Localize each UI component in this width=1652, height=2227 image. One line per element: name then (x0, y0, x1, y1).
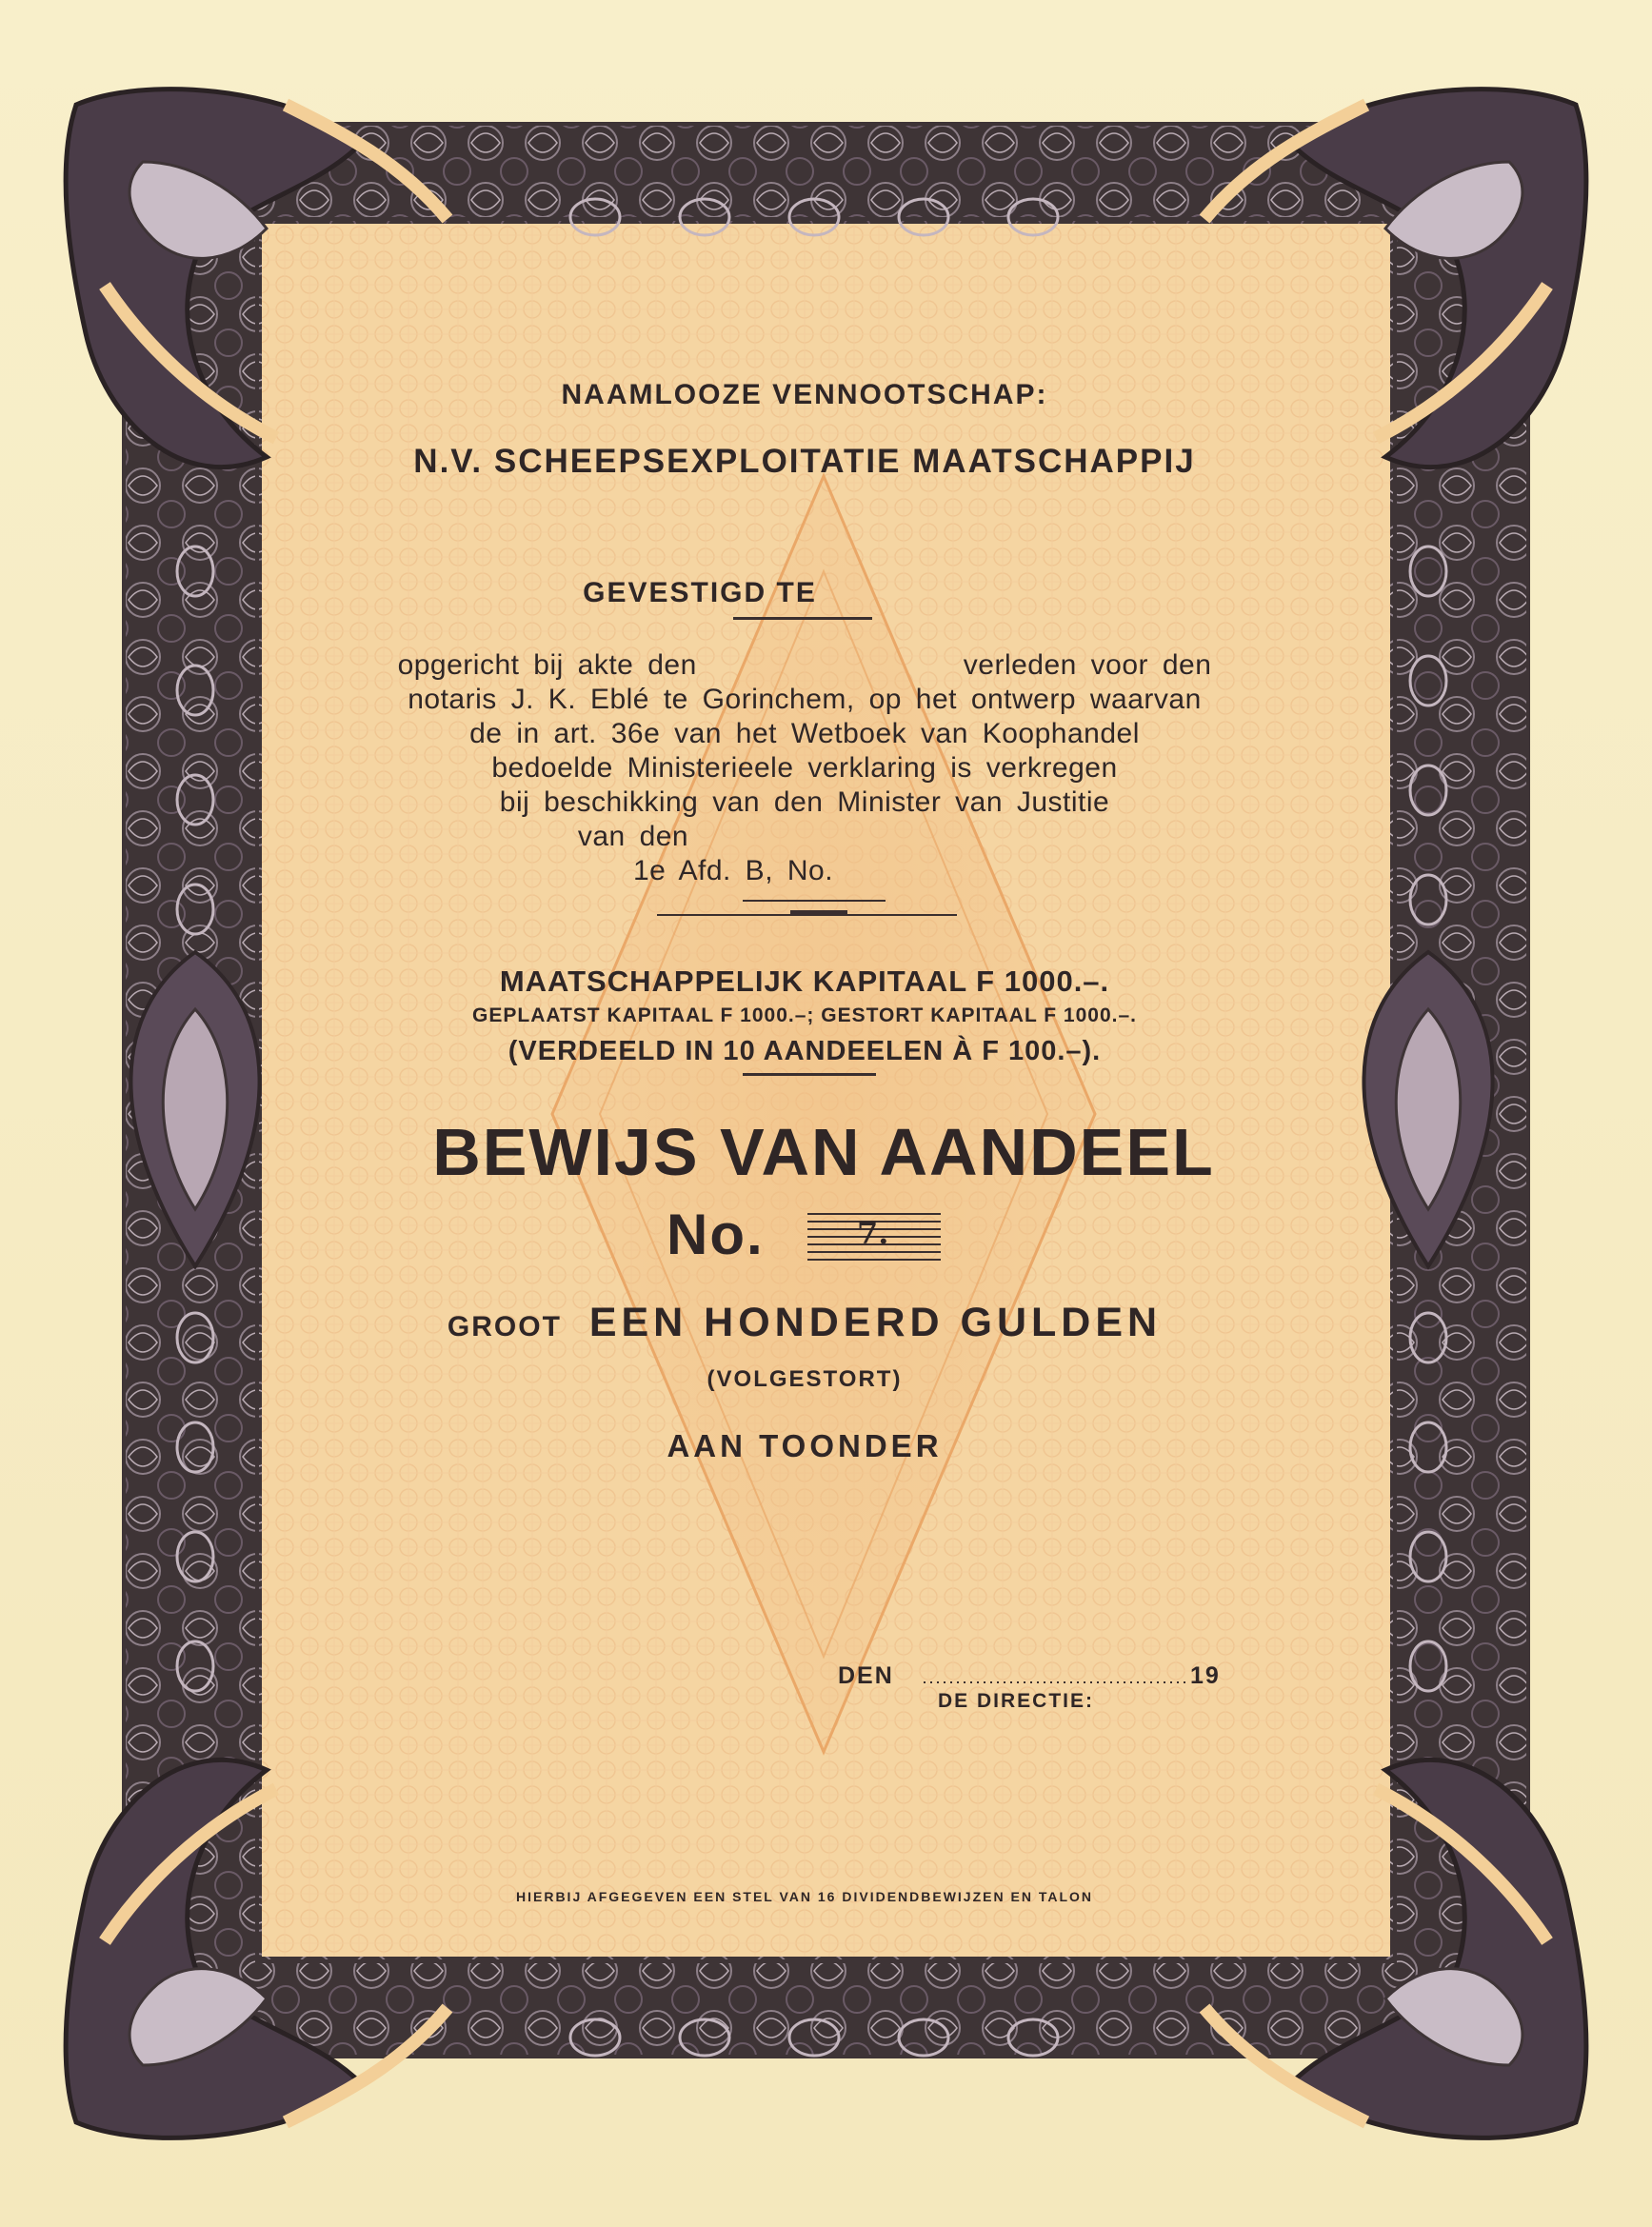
capital-placed-paid: GEPLAATST KAPITAAL F 1000.–; GESTORT KAPITAAL F 1000.–. (472, 1004, 1137, 1026)
bearer-label: AAN TOONDER (667, 1428, 943, 1463)
amount-line (276, 1300, 1333, 1346)
capital-division: (VERDEELD IN 10 AANDEELEN À F 100.–). (508, 1036, 1102, 1066)
deed-line-1b: verleden voor den (963, 649, 1212, 681)
capital-rule (743, 1073, 876, 1076)
amount-text: EEN HONDERD GULDEN (588, 1300, 1163, 1345)
deed-line-2: notaris J. K. Eblé te Gorinchem, op het ontwerp waarvan (408, 684, 1202, 715)
signatory-label: DE DIRECTIE: (938, 1690, 1095, 1712)
share-number (667, 1202, 981, 1267)
deed-rule (743, 900, 886, 902)
company-name: N.V. SCHEEPSEXPLOITATIE MAATSCHAPPIJ (413, 443, 1196, 480)
coupons-note: HIERBIJ AFGEGEVEN EEN STEL VAN 16 DIVIDENDBEWIJZEN EN TALON (516, 1889, 1093, 1904)
deed-line-5: bij beschikking van den Minister van Justitie (499, 786, 1110, 818)
capital-authorized: MAATSCHAPPELIJK KAPITAAL F 1000.–. (499, 964, 1110, 998)
seat-rule (733, 617, 872, 620)
deed-line-1 (276, 649, 1333, 682)
deed-line-7: 1e Afd. B, No. (632, 855, 834, 886)
amount-prefix: GROOT (447, 1311, 562, 1342)
deed-line-1a: opgericht bij akte den (397, 649, 697, 681)
seat-label: GEVESTIGD TE (583, 577, 817, 608)
certificate-title: BEWIJS VAN AANDEEL (432, 1115, 1215, 1189)
deed-line-3: de in art. 36e van het Wetboek van Koophandel (469, 718, 1140, 749)
company-type: NAAMLOOZE VENNOOTSCHAP: (561, 379, 1048, 410)
deed-line-4: bedoelde Ministerieele verklaring is verkregen (491, 752, 1118, 784)
paid-status: (VOLGESTORT) (707, 1366, 903, 1392)
number-label: No. (667, 1203, 765, 1266)
divider-rule-center (790, 910, 847, 916)
date-label: DEN (838, 1662, 894, 1689)
deed-line-6: van den (577, 821, 689, 852)
number-value: 7. (857, 1215, 889, 1251)
date-year: 19 (1190, 1662, 1221, 1689)
